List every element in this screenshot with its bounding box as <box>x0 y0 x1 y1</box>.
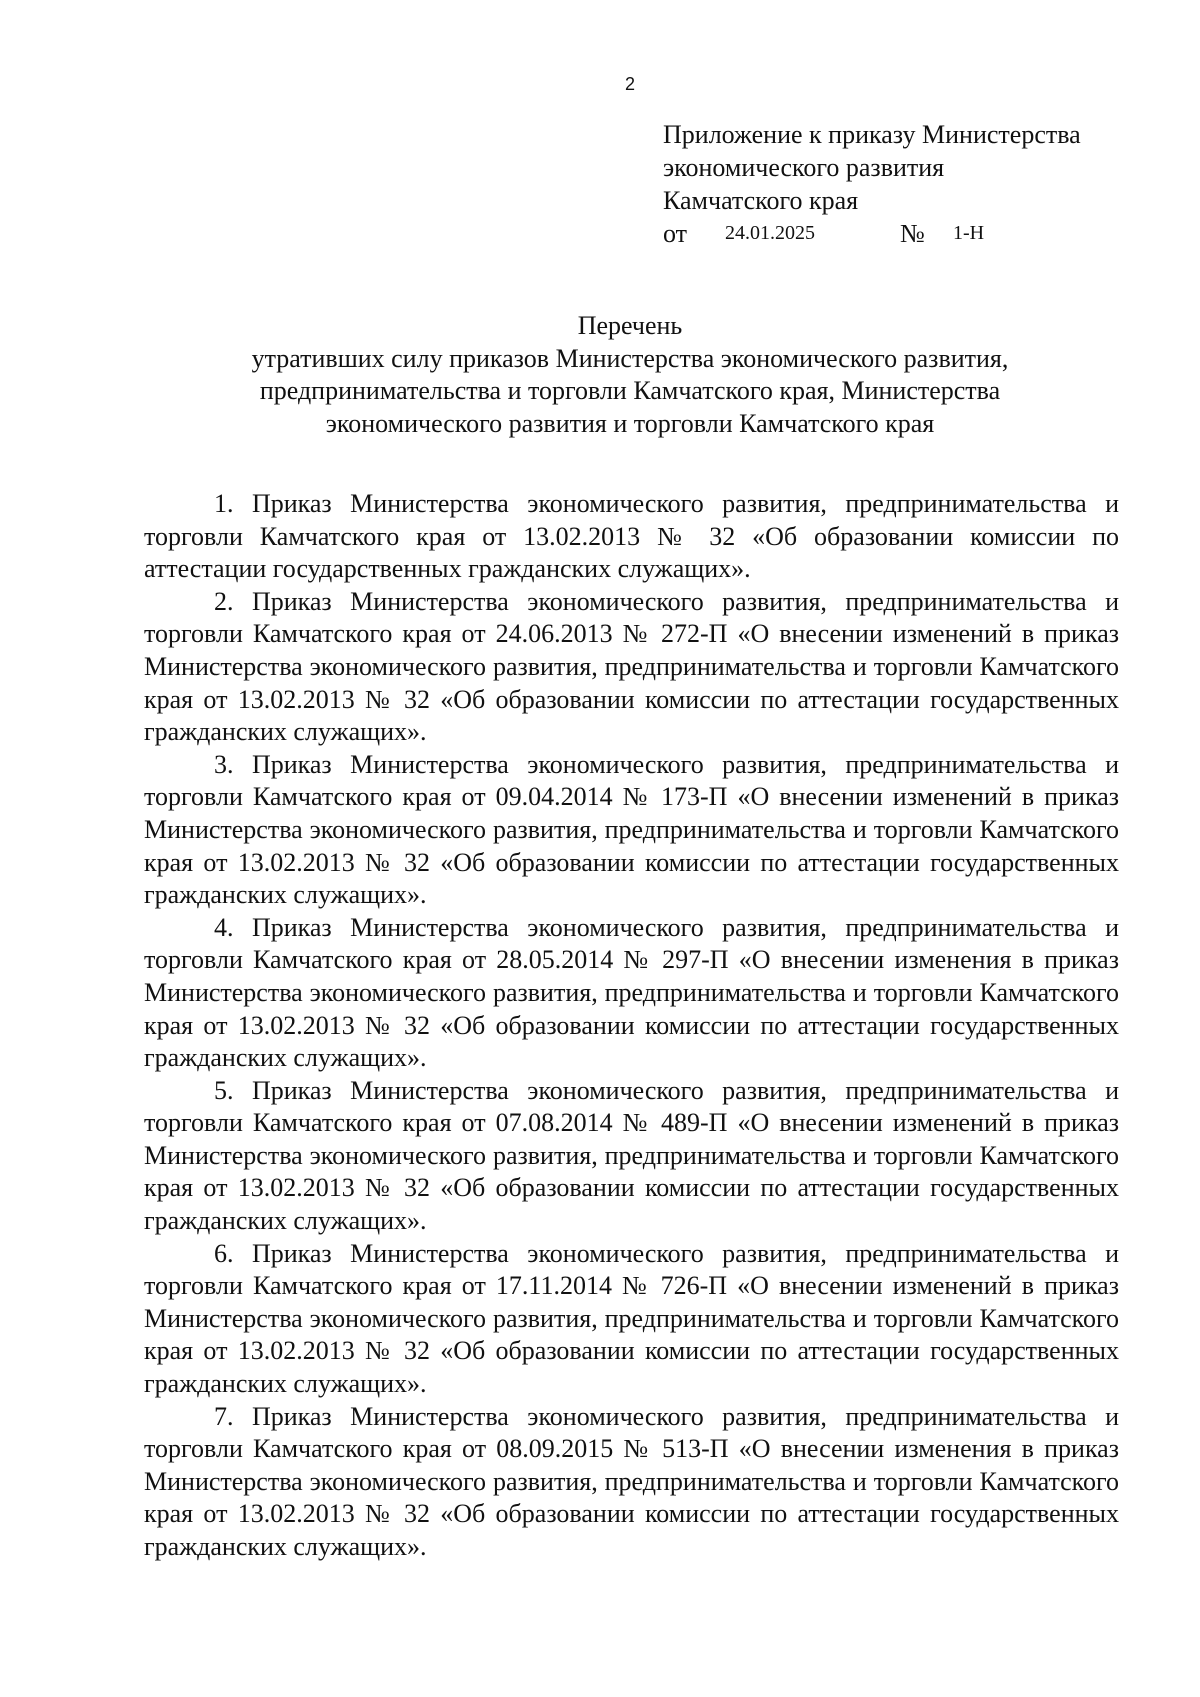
title-line-2: утративших силу приказов Министерства экономического развития, <box>251 343 1009 373</box>
appendix-line-1: Приложение к приказу Министерства <box>663 120 1081 149</box>
list-item: 7. Приказ Министерства экономического развития, предпринимательства и торговли Камчатского края от 08.09.2015 № 513-П «О внесении изменения в приказ Министерства экономического развития, предпринимательства и торговли Камчатского края от 13.02.2013 № 32 «Об образовании комиссии по аттестации государственных гражданских служащих». <box>144 1401 1119 1561</box>
title-line-1: Перечень <box>577 311 683 340</box>
appendix-line-2: экономического развития <box>663 153 945 182</box>
list-item: 5. Приказ Министерства экономического развития, предпринимательства и торговли Камчатского края от 07.08.2014 № 489-П «О внесении изменений в приказ Министерства экономического развития, предпринимательства и торговли Камчатского края от 13.02.2013 № 32 «Об образовании комиссии по аттестации государственных гражданских служащих». <box>144 1075 1119 1236</box>
title-line-4: экономического развития и торговли Камчатского края <box>325 408 935 438</box>
orders-list <box>144 488 1119 1564</box>
list-item: 3. Приказ Министерства экономического развития, предпринимательства и торговли Камчатского края от 09.04.2014 № 173-П «О внесении изменений в приказ Министерства экономического развития, предпринимательства и торговли Камчатского края от 13.02.2013 № 32 «Об образовании комиссии по аттестации государственных гражданских служащих». <box>144 749 1119 910</box>
order-number: 1-Н <box>953 222 985 244</box>
document-title <box>140 310 1120 440</box>
title-line-3: предпринимательства и торговли Камчатского края, Министерства <box>259 376 1001 405</box>
number-label: № <box>900 219 925 248</box>
page-number: 2 <box>624 74 635 94</box>
appendix-block <box>663 118 1081 250</box>
from-label: от <box>663 219 688 248</box>
list-item: 6. Приказ Министерства экономического развития, предпринимательства и торговли Камчатского края от 17.11.2014 № 726-П «О внесении изменений в приказ Министерства экономического развития, предпринимательства и торговли Камчатского края от 13.02.2013 № 32 «Об образовании комиссии по аттестации государственных гражданских служащих». <box>144 1238 1119 1399</box>
appendix-line-3: Камчатского края <box>663 186 859 215</box>
list-item: 2. Приказ Министерства экономического развития, предпринимательства и торговли Камчатского края от 24.06.2013 № 272-П «О внесении изменений в приказ Министерства экономического развития, предпринимательства и торговли Камчатского края от 13.02.2013 № 32 «Об образовании комиссии по аттестации государственных гражданских служащих». <box>144 586 1119 747</box>
list-item: 4. Приказ Министерства экономического развития, предпринимательства и торговли Камчатского края от 28.05.2014 № 297-П «О внесении изменения в приказ Министерства экономического развития, предпринимательства и торговли Камчатского края от 13.02.2013 № 32 «Об образовании комиссии по аттестации государственных гражданских служащих». <box>144 912 1119 1073</box>
order-date: 24.01.2025 <box>725 222 815 244</box>
appendix-signature-line <box>663 217 1081 250</box>
list-item: 1. Приказ Министерства экономического развития, предпринимательства и торговли Камчатского края от 13.02.2013 № 32 «Об образовании комиссии по аттестации государственных гражданских служащих». <box>144 489 1119 584</box>
